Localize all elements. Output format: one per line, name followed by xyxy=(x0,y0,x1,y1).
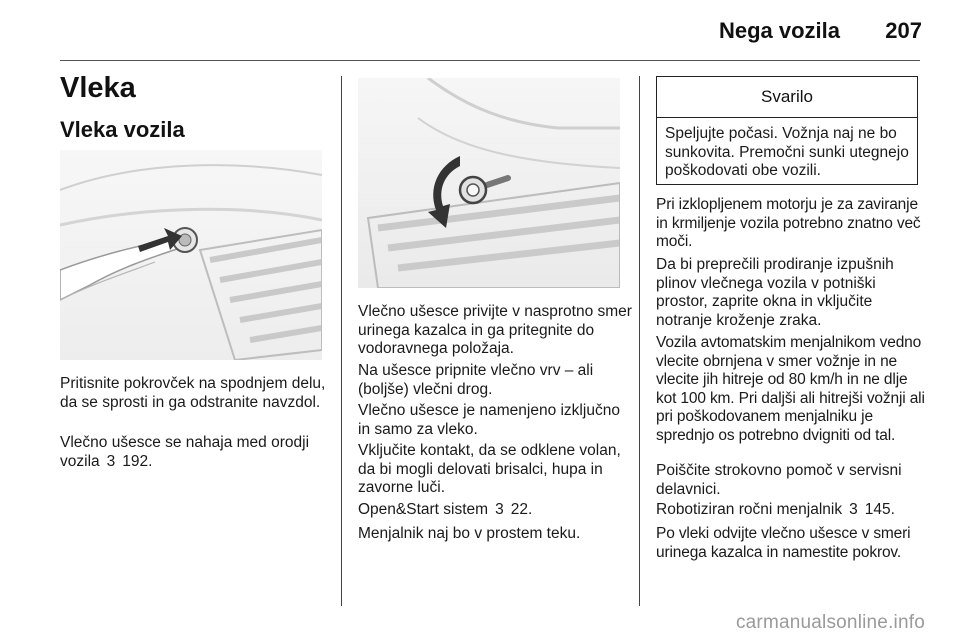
paragraph: Vlečno ušesce privijte v nasprotno smer urinega kazalca in ga pritegnite do vodoravnega položaja. xyxy=(358,303,632,358)
paragraph: Vključite kontakt, da se odklene volan, da bi mogli delovati brisalci, hupa in zavorne luči. xyxy=(358,442,621,497)
warning-text: Speljujte počasi. Vožnja naj ne bo sunkovita. Premočni sunki utegnejo poškodovati obe vozili. xyxy=(665,125,909,180)
warning-box xyxy=(656,76,918,185)
warning-title: Svarilo xyxy=(657,77,917,118)
paragraph: Vlečno ušesce je namenjeno izključno in samo za vleko. xyxy=(358,402,620,438)
figure-towing-eye xyxy=(358,78,620,288)
paragraph: Vozila avtomatskim menjalnikom vedno vlecite obrnjena v smer vožnje in ne vlecite jih hitreje od 80 km/h in ne dlje kot 100 km. Pri daljši ali hitrejši vožnji ali pri poškodovanem menjalniku je sprednjo os potrebno dvigniti od tal. xyxy=(656,334,925,444)
paragraph: Open&Start sistem 3 22. xyxy=(358,501,533,518)
header-rule xyxy=(60,60,920,61)
page-reference-icon[interactable]: 3 xyxy=(495,501,504,518)
paragraph: Poiščite strokovno pomoč v servisni delavnici. xyxy=(656,462,902,498)
paragraph: Robotiziran ročni menjalnik 3 145. xyxy=(656,501,895,518)
subsection-title: Vleka vozila xyxy=(60,117,185,142)
paragraph: Vlečno ušesce se nahaja med orodji vozila 3 192. xyxy=(60,434,310,470)
running-header-title: Nega vozila xyxy=(718,18,840,43)
paragraph: Da bi preprečili prodiranje izpušnih plinov vlečnega vozila v potniški prostor, zaprite okna in vključite notranje kroženje zraka. xyxy=(656,256,894,329)
page-reference-icon[interactable]: 3 xyxy=(106,452,116,470)
column-divider-2 xyxy=(639,76,640,606)
figure-bumper-cover xyxy=(60,150,322,360)
page-reference-number[interactable]: 22 xyxy=(510,501,528,518)
paragraph: Menjalnik naj bo v prostem teku. xyxy=(358,525,581,542)
paragraph: Pri izklopljenem motorju je za zaviranje in krmiljenje vozila potrebno znatno več moči. xyxy=(656,196,921,251)
page-number: 207 xyxy=(885,18,922,43)
page-reference-number[interactable]: 145 xyxy=(864,501,891,518)
page-reference-number[interactable]: 192 xyxy=(122,452,149,470)
section-title: Vleka xyxy=(60,72,136,104)
paragraph: Po vleki odvijte vlečno ušesce v smeri urinega kazalca in namestite pokrov. xyxy=(656,525,911,561)
watermark: carmanualsonline.info xyxy=(735,612,925,633)
column-divider-1 xyxy=(341,76,342,606)
paragraph: Na ušesce pripnite vlečno vrv – ali (boljše) vlečni drog. xyxy=(358,362,594,398)
page-reference-icon[interactable]: 3 xyxy=(849,501,858,518)
paragraph: Pritisnite pokrovček na spodnjem delu, da se sprosti in ga odstranite navzdol. xyxy=(60,375,326,411)
